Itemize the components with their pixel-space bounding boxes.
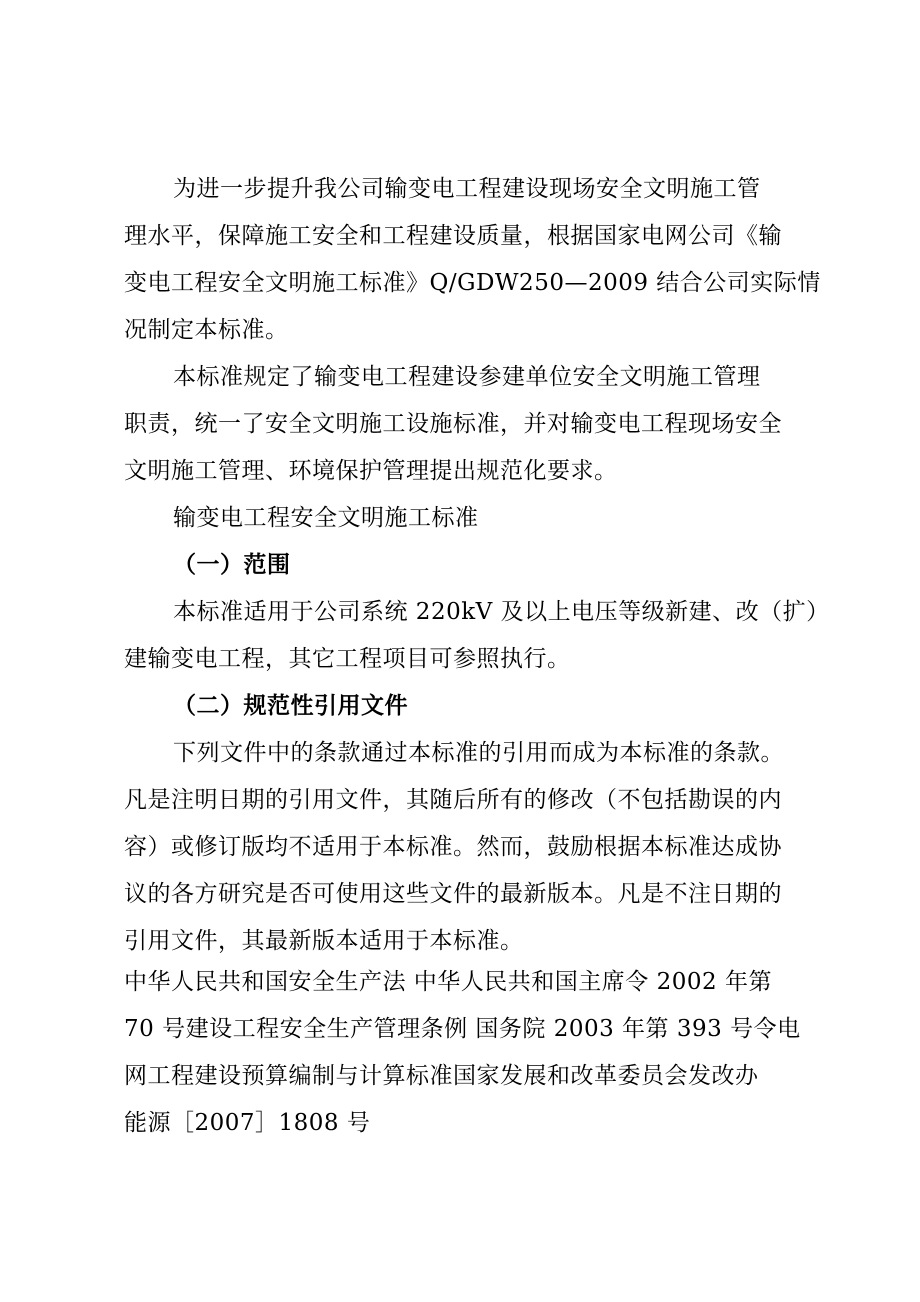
reference-line-1: 中华人民共和国安全生产法 中华人民共和国主席令 2002 年第 [124,969,772,995]
section-2-line-3: 容）或修订版均不适用于本标准。然而，鼓励根据本标准达成协 [124,834,782,860]
section-1-line-2: 建输变电工程，其它工程项目可参照执行。 [124,646,571,672]
section-2-line-1: 下列文件中的条款通过本标准的引用而成为本标准的条款。 [173,740,784,766]
reference-line-4: 能源［2007］1808 号 [124,1110,371,1136]
section-2-heading: （二）规范性引用文件 [173,693,408,719]
paragraph-2-line-3: 文明施工管理、环境保护管理提出规范化要求。 [124,458,618,484]
paragraph-1-line-4: 况制定本标准。 [124,317,289,343]
section-2-line-2: 凡是注明日期的引用文件，其随后所有的修改（不包括勘误的内 [124,787,782,813]
paragraph-1-line-1: 为进一步提升我公司输变电工程建设现场安全文明施工管 [173,176,761,202]
section-2-line-4: 议的各方研究是否可使用这些文件的最新版本。凡是不注日期的 [124,881,782,907]
paragraph-1-line-2: 理水平，保障施工安全和工程建设质量，根据国家电网公司《输 [124,223,782,249]
section-1-heading: （一）范围 [173,552,291,578]
paragraph-2-line-1: 本标准规定了输变电工程建设参建单位安全文明施工管理 [173,364,761,390]
paragraph-2-line-2: 职责，统一了安全文明施工设施标准，并对输变电工程现场安全 [124,411,782,437]
reference-line-2: 70 号建设工程安全生产管理条例 国务院 2003 年第 393 号令电 [124,1016,801,1042]
document-title: 输变电工程安全文明施工标准 [173,505,479,531]
section-2-line-5: 引用文件，其最新版本适用于本标准。 [124,928,524,954]
reference-line-3: 网工程建设预算编制与计算标准国家发展和改革委员会发改办 [124,1063,759,1089]
paragraph-1-line-3: 变电工程安全文明施工标准》Q/GDW250—2009 结合公司实际情 [124,270,821,296]
section-1-line-1: 本标准适用于公司系统 220kV 及以上电压等级新建、改（扩） [173,599,830,625]
